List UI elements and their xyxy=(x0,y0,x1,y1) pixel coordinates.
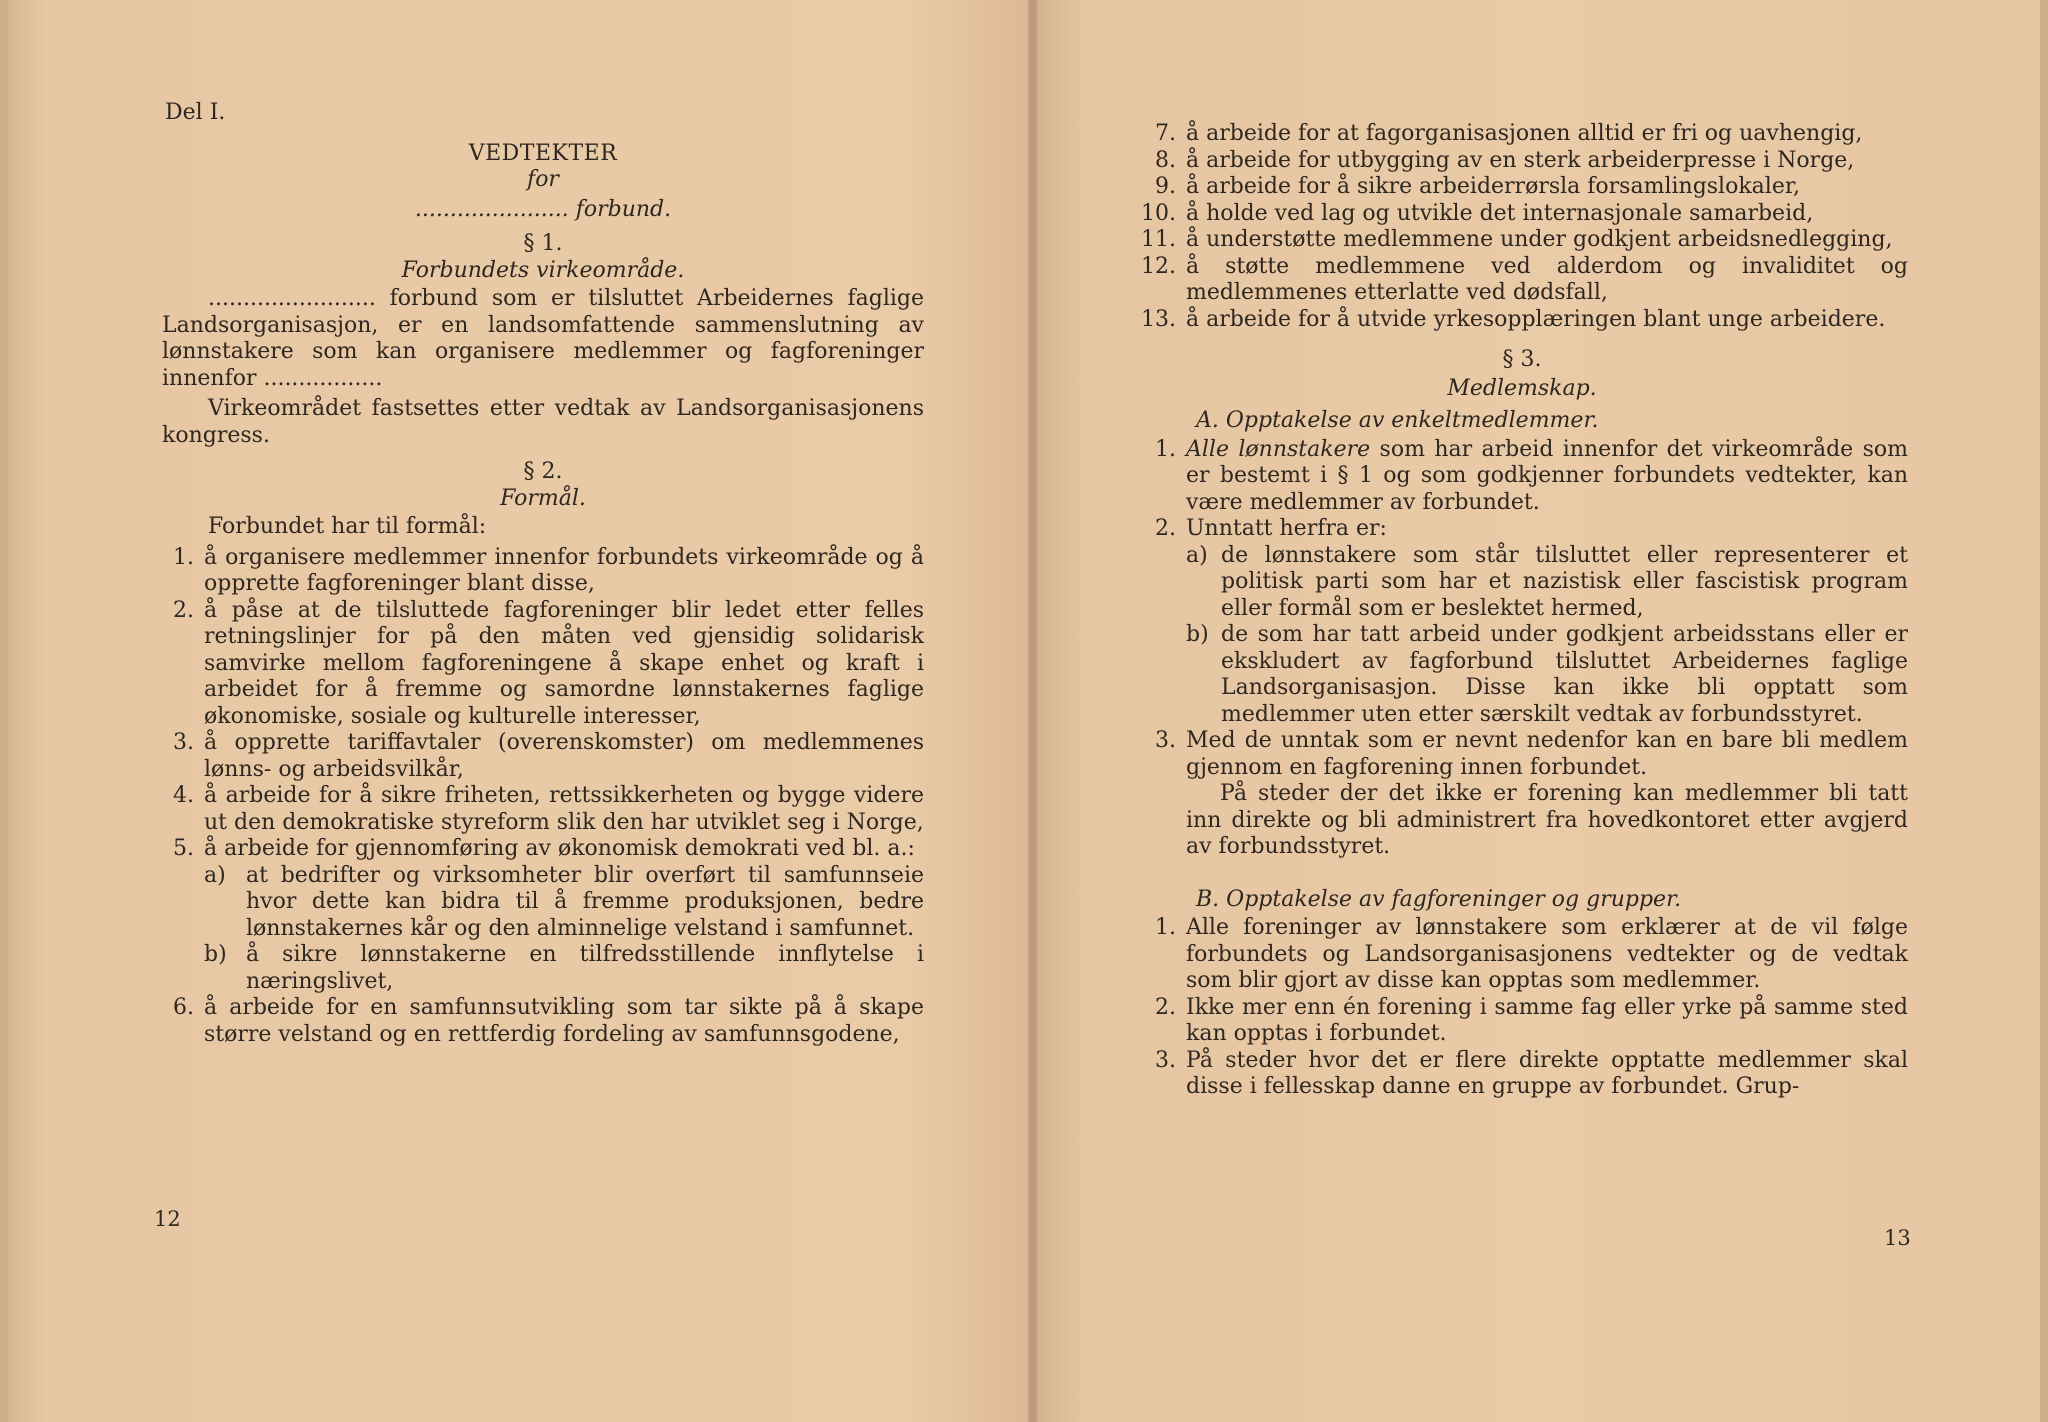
sub-list-item: b) de som har tatt arbeid under godkjent arbeidsstans eller er ekskludert av fagforbund tilsluttet Arbeidernes faglige Landsorganisasjon. Disse kan ikke bli opptatt som medlemmer uten etter særskilt vedtak av forbundsstyret. xyxy=(1186,622,1908,727)
membership-list xyxy=(1136,437,1908,861)
right-page-text xyxy=(1136,121,1908,1101)
purpose-list xyxy=(154,545,924,1049)
list-item: 7. å arbeide for at fagorganisasjonen alltid er fri og uavhengig, xyxy=(1155,121,1863,146)
list-item: 3. Med de unntak som er nevnt nedenfor kan en bare bli medlem gjennom en fagforening innen forbundet. xyxy=(1155,728,1908,780)
list-item: 3. å opprette tariffavtaler (overenskomster) om medlemmenes lønns- og arbeidsvilkår, xyxy=(173,730,924,782)
list-item: 1. Alle foreninger av lønnstakere som erklærer at de vil følge forbundets og Landsorganisasjonens vedtekter og de vedtak som blir gjort av disse kan opptas som medlemmer. xyxy=(1155,915,1908,993)
list-item: 10. å holde ved lag og utvikle det internasjonale samarbeid, xyxy=(1141,200,1814,226)
section-1-heading: § 1. xyxy=(523,231,563,256)
list-item: 2. Unntatt herfra er: xyxy=(1155,516,1387,541)
part-label: Del I. xyxy=(165,100,226,125)
page-number-left: 12 xyxy=(154,1207,181,1231)
list-item: 4. å arbeide for å sikre friheten, rettssikkerheten og bygge videre ut den demokratiske styreform slik den har utviklet seg i Norge, xyxy=(173,783,924,835)
section-3-title: Medlemskap. xyxy=(1447,375,1597,401)
purpose-list-continued xyxy=(1136,121,1908,333)
list-item: 2. å påse at de tilsluttede fagforeninger blir ledet etter felles retningslinjer for på den måten ved gjensidig solidarisk samvirke mellom fagforeningene å skape enhet og kraft i arbeidet for å fremme og samordne lønnstakernes faglige økonomiske, sosiale og kulturelle interesser, xyxy=(173,597,924,729)
list-item: 5. å arbeide for gjennomføring av økonomisk demokrati ved bl. a.: xyxy=(173,836,915,861)
list-item: 2. Ikke mer enn én forening i samme fag eller yrke på samme sted kan opptas i forbundet. xyxy=(1155,994,1908,1046)
section-2-heading: § 2. xyxy=(523,459,563,484)
subsection-a-title: A. Opptakelse av enkeltmedlemmer. xyxy=(1196,408,1599,433)
section-3-heading: § 3. xyxy=(1502,347,1542,372)
group-list xyxy=(1136,915,1908,1101)
subsection-b-title: B. Opptakelse av fagforeninger og grupper. xyxy=(1196,886,1682,912)
title-forbund: ...................... forbund. xyxy=(414,196,672,222)
section-1-paragraph-1: ........................ forbund som er tilsluttet Arbeidernes faglige Landsorganisasjon, er en landsomfattende sammenslutning av lønnstakere som kan organisere medlemmer og fagforeninger innenfor ................. xyxy=(162,286,924,391)
list-item: 1. å organisere medlemmer innenfor forbundets virkeområde og å opprette fagforeninger blant disse, xyxy=(173,544,924,596)
document-title: VEDTEKTER xyxy=(468,140,618,166)
section-2-title: Formål. xyxy=(500,485,586,511)
list-item: 13. å arbeide for å utvide yrkesopplæringen blant unge arbeidere. xyxy=(1141,306,1886,332)
book-gutter xyxy=(1028,0,1038,1422)
sub-list-item: b) å sikre lønnstakerne en tilfredsstillende innflytelse i næringslivet, xyxy=(204,942,924,994)
section-1-title: Forbundets virkeområde. xyxy=(401,257,685,283)
list-item-paragraph: På steder der det ikke er forening kan medlemmer bli tatt inn direkte og bli administrert fra hovedkontoret etter avgjerd av forbundsstyret. xyxy=(1186,781,1908,859)
list-item: 8. å arbeide for utbygging av en sterk arbeiderpresse i Norge, xyxy=(1155,147,1855,173)
list-item: 12. å støtte medlemmene ved alderdom og invaliditet og medlemmenes etterlatte ved dødsfall, xyxy=(1141,253,1908,305)
left-page-text xyxy=(162,100,924,1048)
list-item: 6. å arbeide for en samfunnsutvikling som tar sikte på å skape større velstand og en rettferdig fordeling av samfunnsgodene, xyxy=(173,995,924,1047)
list-item: 1. Alle lønnstakere som har arbeid innenfor det virkeområde som er bestemt i § 1 og som godkjenner forbundets vedtekter, kan være medlemmer av forbundet. xyxy=(1155,436,1908,515)
sub-list-item: a) de lønnstakere som står tilsluttet eller representerer et politisk parti som har et nazistisk eller fascistisk program eller formål som er beslektet hermed, xyxy=(1186,542,1908,621)
section-2-intro: Forbundet har til formål: xyxy=(208,514,487,539)
title-for: for xyxy=(527,167,559,192)
list-item: 9. å arbeide for å sikre arbeiderrørsla forsamlingslokaler, xyxy=(1155,174,1800,199)
sub-list-item: a) at bedrifter og virksomheter blir overført til samfunnseie hvor dette kan bidra til å fremme produksjonen, bedre lønnstakernes kår og den alminnelige velstand i samfunnet. xyxy=(204,862,924,941)
section-1-paragraph-2: Virkeområdet fastsettes etter vedtak av Landsorganisasjonens kongress. xyxy=(162,396,924,448)
list-item: 3. På steder hvor det er flere direkte opptatte medlemmer skal disse i fellesskap danne en gruppe av forbundet. Grup- xyxy=(1155,1047,1908,1099)
list-item: 11. å understøtte medlemmene under godkjent arbeidsnedlegging, xyxy=(1141,227,1893,252)
page-number-right: 13 xyxy=(1884,1226,1911,1250)
